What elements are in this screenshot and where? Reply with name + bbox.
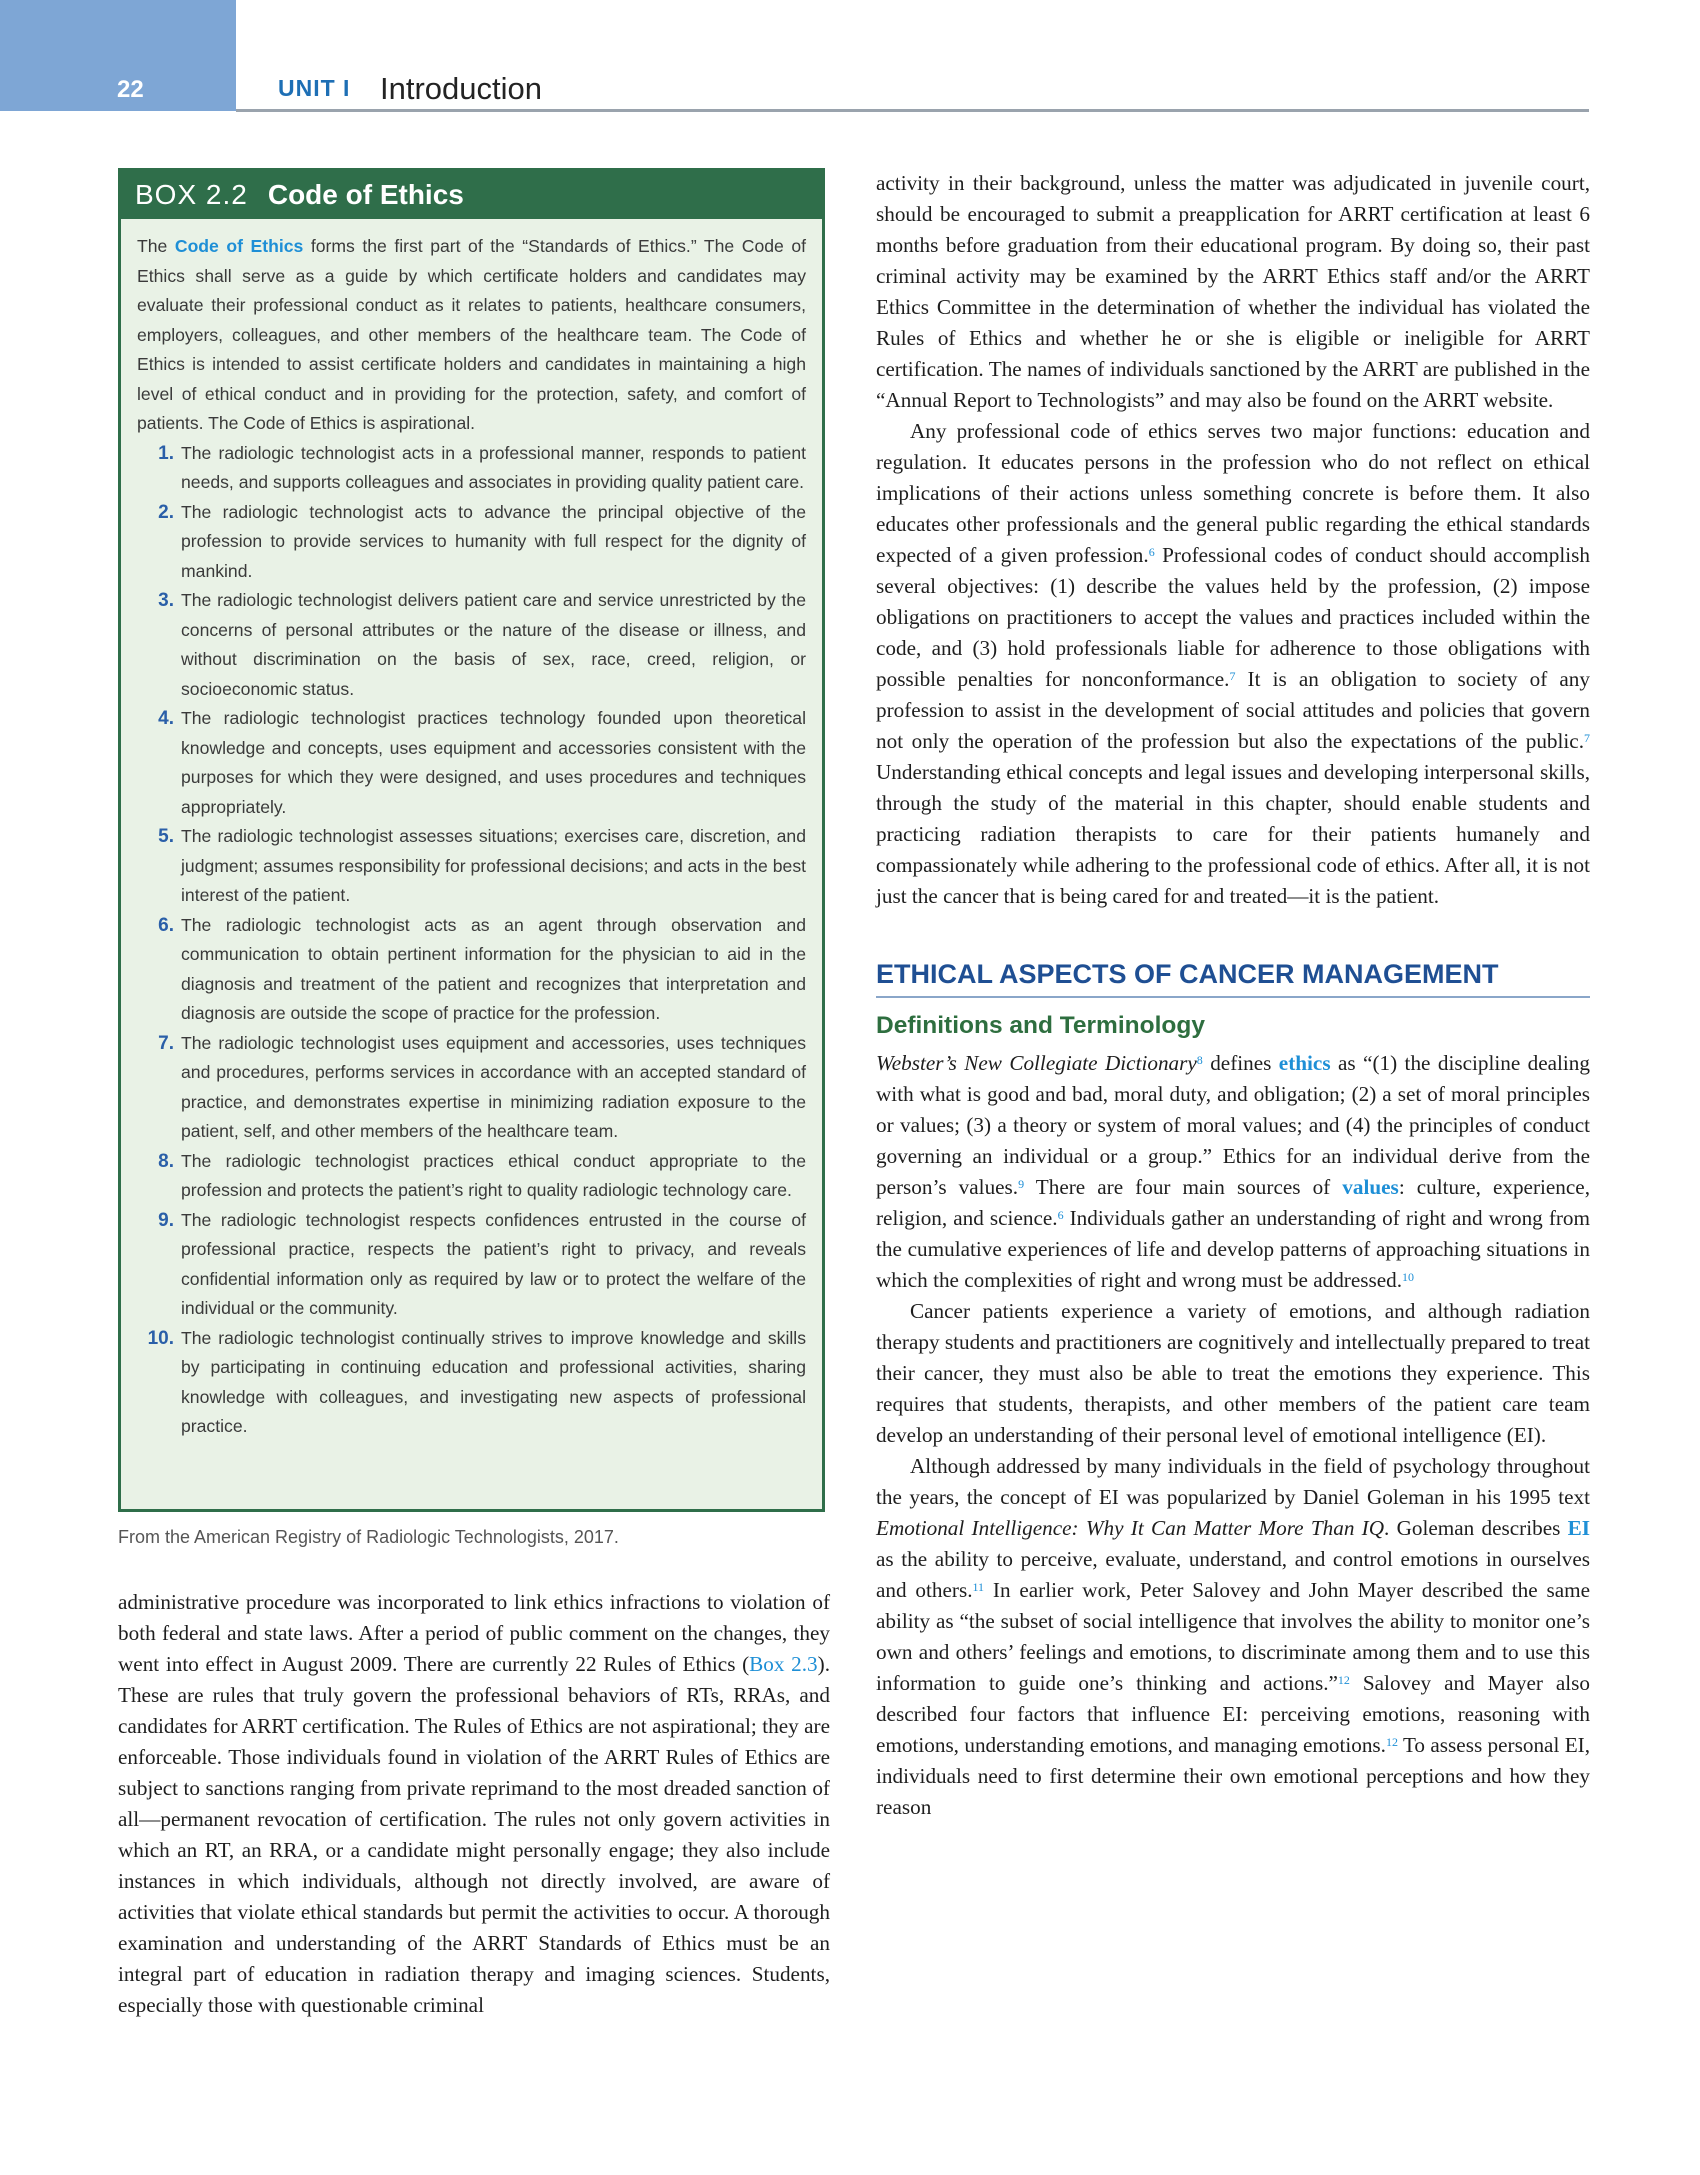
item-number: 6. <box>158 914 174 936</box>
reference-10[interactable]: 10 <box>1402 1270 1415 1284</box>
body-paragraph <box>118 1587 830 2021</box>
body-text: Individuals gather an understanding of right and wrong from the cumulative experiences of life and develop patterns of approaching situations in which the complexities of right and wrong must be addressed. <box>876 1206 1590 1292</box>
list-item <box>137 1206 806 1324</box>
list-item <box>137 822 806 911</box>
body-text: Any professional code of ethics serves two major functions: education and regulation. It educates persons in the profession who do not reflect on ethical implications of their actions unless something concrete is before them. It also educates other professionals and the general public regarding the ethical standards expected of a given profession. <box>876 419 1590 567</box>
body-text: Salovey and Mayer also described four factors that influence EI: perceiving emotions, reasoning with emotions, understanding emotions, and managing emotions. <box>876 1671 1590 1757</box>
item-number: 1. <box>158 442 174 464</box>
box-2-3-link[interactable]: Box 2.3 <box>749 1652 818 1676</box>
box-body <box>121 219 822 1442</box>
box-intro <box>137 232 806 439</box>
item-text: The radiologic technologist practices technology founded upon theoretical knowledge and concepts, uses equipment and accessories consistent with the purposes for which they were designed, and uses procedures and techniques appropriately. <box>181 708 806 817</box>
item-text: The radiologic technologist uses equipment and accessories, uses techniques and procedures, performs services in accordance with an accepted standard of practice, and demonstrates expertise in minimizing radiation exposure to the patient, self, and other members of the healthcare team. <box>181 1032 806 1141</box>
reference-6[interactable]: 6 <box>1148 545 1155 559</box>
body-text: There are four main sources of <box>1024 1175 1343 1199</box>
list-item <box>137 498 806 587</box>
right-column <box>876 168 1590 1823</box>
list-item <box>137 1029 806 1147</box>
item-text: The radiologic technologist practices ethical conduct appropriate to the profession and protects the patient’s right to quality radiologic technology care. <box>181 1150 806 1200</box>
reference-12[interactable]: 12 <box>1337 1673 1350 1687</box>
unit-title: Introduction <box>380 71 542 106</box>
body-paragraph <box>876 416 1590 912</box>
reference-11[interactable]: 11 <box>972 1580 985 1594</box>
body-text: : culture, experience, religion, and science. <box>876 1175 1590 1230</box>
box-intro-text: forms the first part of the “Standards of Ethics.” The Code of Ethics shall serve as a guide by which certificate holders and candidates may evaluate their professional conduct as it relates to patients, healthcare consumers, employers, colleagues, and other members of the healthcare team. The Code of Ethics is intended to assist certificate holders and candidates in maintaining a high level of ethical conduct and in providing for the protection, safety, and comfort of patients. The Code of Ethics is aspirational. <box>137 236 806 433</box>
body-text: . Goleman describes <box>1384 1516 1568 1540</box>
list-item <box>137 1324 806 1442</box>
reference-8[interactable]: 8 <box>1196 1053 1203 1067</box>
body-text: In earlier work, Peter Salovey and John Mayer described the same ability as “the subset of social intelligence that involves the ability to monitor one’s own and others’ feelings and emotions, to discriminate among them and to use this information to guide one’s thinking and actions.” <box>876 1578 1590 1695</box>
ethics-term[interactable]: ethics <box>1278 1051 1331 1075</box>
item-text: The radiologic technologist acts to advance the principal objective of the profession to provide services to humanity with full respect for the dignity of mankind. <box>181 501 806 581</box>
item-number: 8. <box>158 1150 174 1172</box>
code-of-ethics-list <box>137 439 806 1442</box>
item-number: 4. <box>158 708 174 729</box>
item-text: The radiologic technologist continually strives to improve knowledge and skills by participating in continuing education and professional activities, sharing knowledge with colleagues, and investigating new aspects of professional practice. <box>181 1327 806 1436</box>
list-item <box>137 439 806 498</box>
item-text: The radiologic technologist assesses situations; exercises care, discretion, and judgment; assumes responsibility for professional decisions; and acts in the best interest of the patient. <box>181 826 806 905</box>
reference-12[interactable]: 12 <box>1385 1735 1398 1749</box>
list-item <box>137 911 806 1029</box>
body-text: as the ability to perceive, evaluate, understand, and control emotions in ourselves and others. <box>876 1547 1590 1602</box>
body-paragraph: Cancer patients experience a variety of emotions, and although radiation therapy students and practitioners are cognitively and intellectually prepared to treat their cancer, they must also be able to treat the emotions they experience. This requires that students, therapists, and other members of the patient care team develop an understanding of their personal level of emotional intelligence (EI). <box>876 1299 1590 1447</box>
body-text: Although addressed by many individuals in the field of psychology throughout the years, the concept of EI was popularized by Daniel Goleman in his 1995 text <box>876 1454 1590 1509</box>
section-heading: ETHICAL ASPECTS OF CANCER MANAGEMENT <box>876 958 1590 998</box>
item-text: The radiologic technologist acts as an agent through observation and communication to obtain pertinent information for the physician to aid in the diagnosis and treatment of the patient and recognizes that interpretation and diagnosis are outside the scope of practice for the profession. <box>181 914 806 1023</box>
body-text: defines <box>1202 1051 1279 1075</box>
item-number: 9. <box>158 1209 174 1231</box>
page-number: 22 <box>117 76 144 103</box>
reference-7[interactable]: 7 <box>1584 731 1590 745</box>
unit-label: UNIT I <box>278 75 351 101</box>
body-text: administrative procedure was incorporated to link ethics infractions to violation of both federal and state laws. After a period of public comment on the changes, they went into effect in August 2009. There are currently 22 Rules of Ethics ( <box>118 1590 830 1676</box>
left-column <box>118 1587 830 2021</box>
item-number: 2. <box>158 501 174 523</box>
reference-6[interactable]: 6 <box>1057 1208 1064 1222</box>
body-paragraph: activity in their background, unless the matter was adjudicated in juvenile court, should be encouraged to submit a preapplication for ARRT certification at least 6 months before graduation from their educational program. By doing so, their past criminal activity may be examined by the ARRT Ethics staff and/or the ARRT Ethics Committee in the determination of whether the individual has violated the Rules of Ethics and whether he or she is eligible or ineligible for ARRT certification. The names of individuals sanctioned by the ARRT are published in the “Annual Report to Technologists” and may also be found on the ARRT website. <box>876 171 1590 412</box>
box-label: BOX 2.2 <box>135 179 248 210</box>
reference-7[interactable]: 7 <box>1229 669 1236 683</box>
item-text: The radiologic technologist acts in a professional manner, responds to patient needs, and supports colleagues and associates in providing quality patient care. <box>181 442 806 492</box>
list-item <box>137 586 806 704</box>
body-text: Webster’s New Collegiate Dictionary <box>876 1051 1197 1075</box>
list-item <box>137 1147 806 1206</box>
header-rule <box>236 109 1589 112</box>
body-text: To assess personal EI, individuals need to first determine their own emotional perceptions and how they reason <box>876 1733 1590 1819</box>
body-paragraph <box>876 1048 1590 1296</box>
reference-9[interactable]: 9 <box>1018 1177 1025 1191</box>
values-term[interactable]: values <box>1342 1175 1399 1199</box>
box-intro-text: The <box>137 236 175 256</box>
body-text: as “(1) the discipline dealing with what is good and bad, moral duty, and obligation; (2) a set of moral principles or values; (3) a theory or system of moral values; and (4) the principles of conduct governing an individual or a group.” Ethics for an individual derive from the person’s values. <box>876 1051 1590 1199</box>
body-text: ). These are rules that truly govern the professional behaviors of RTs, RRAs, and candidates for ARRT certification. The Rules of Ethics are not aspirational; they are enforceable. Those individuals found in violation of the ARRT Rules of Ethics are subject to sanctions ranging from private reprimand to the most dreaded sanction of all—permanent revocation of certification. The rules not only govern activities in which an RT, an RRA, or a candidate might personally engage; they also include instances in which individuals, although not directly involved, are aware of activities that violate ethical standards but permit the activities to occur. A thorough examination and understanding of the ARRT Standards of Ethics must be an integral part of education in radiation therapy and imaging sciences. Students, especially those with questionable criminal <box>118 1652 830 2017</box>
ei-term[interactable]: EI <box>1567 1516 1590 1540</box>
body-text: Understanding ethical concepts and legal issues and developing interpersonal skills, through the study of the material in this chapter, should enable students and practicing radiation therapists to care for their patients humanely and compassionately while adhering to the professional code of ethics. After all, it is not just the cancer that is being cared for and treated—it is the patient. <box>876 760 1590 908</box>
body-paragraph <box>876 1451 1590 1823</box>
code-of-ethics-term[interactable]: Code of Ethics <box>174 236 304 256</box>
item-number: 5. <box>158 826 174 847</box>
subsection-heading: Definitions and Terminology <box>876 1012 1205 1039</box>
item-number: 7. <box>158 1032 174 1054</box>
item-text: The radiologic technologist delivers patient care and service unrestricted by the concerns of personal attributes or the nature of the disease or illness, and without discrimination on the basis of sex, race, creed, religion, or socioeconomic status. <box>181 590 806 699</box>
list-item <box>137 704 806 822</box>
body-text: Professional codes of conduct should accomplish several objectives: (1) describe the values held by the profession, (2) impose obligations on practitioners to accept the values and practices included within the code, and (3) hold professionals liable for adherence to those obligations with possible penalties for nonconformance. <box>876 543 1590 691</box>
item-number: 10. <box>147 1327 174 1349</box>
code-of-ethics-box <box>118 168 825 1512</box>
box-title: Code of Ethics <box>267 179 464 210</box>
body-text: It is an obligation to society of any profession to assist in the development of social attitudes and policies that govern not only the operation of the profession but also the expectations of the public. <box>876 667 1590 753</box>
box-source: From the American Registry of Radiologic Technologists, 2017. <box>118 1527 619 1547</box>
item-text: The radiologic technologist respects confidences entrusted in the course of professional practice, respects the patient’s right to privacy, and reveals confidential information only as required by law or to protect the welfare of the individual or the community. <box>181 1209 806 1318</box>
item-number: 3. <box>158 590 174 611</box>
body-text: Emotional Intelligence: Why It Can Matter More Than IQ <box>876 1516 1385 1540</box>
box-header <box>121 171 822 219</box>
